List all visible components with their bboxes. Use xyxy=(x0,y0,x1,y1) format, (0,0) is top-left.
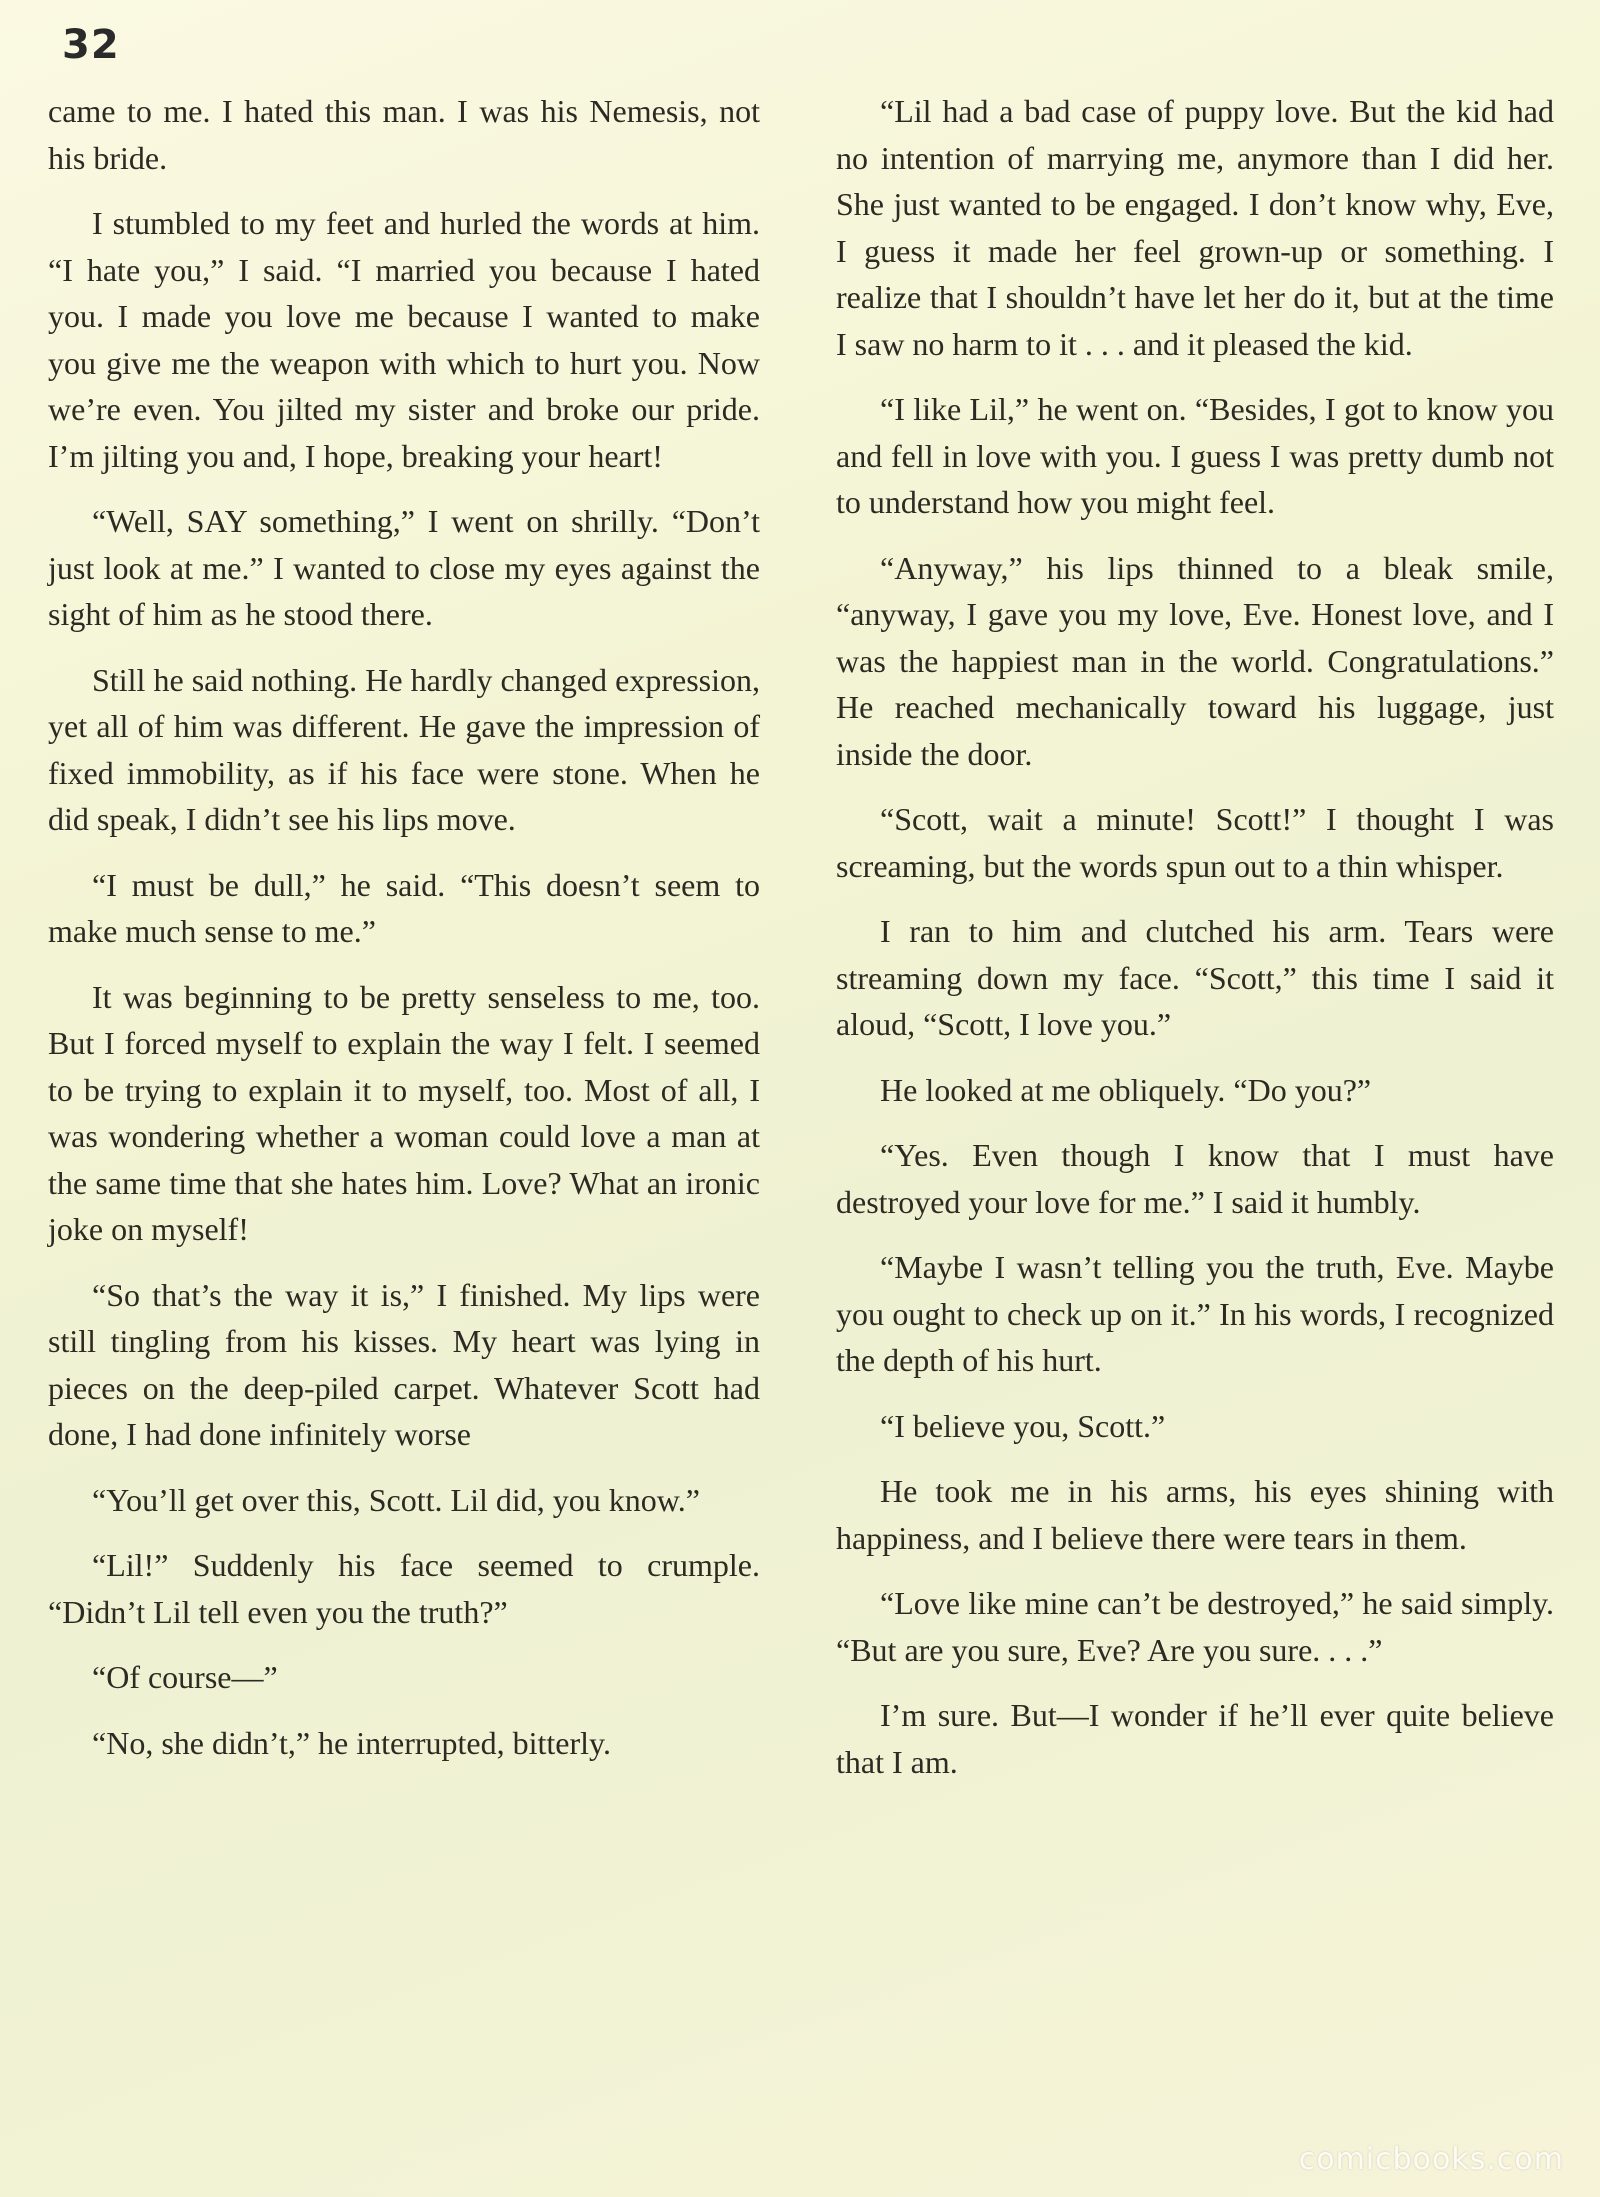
paragraph: It was beginning to be pretty senseless to me, too. But I forced myself to explain the way I felt. I seemed to be trying to explain it to myself, too. Most of all, I was wondering whether a woman could love a man at the same time that she hates him. Love? What an ironic joke on myself! xyxy=(48,978,760,1247)
paragraph: I’m sure. But—I wonder if he’ll ever quite believe that I am. xyxy=(836,1697,1554,1780)
paragraph: “So that’s the way it is,” I finished. My lips were still tingling from his kisses. My heart was lying in pieces on the deep-piled carpet. Whatever Scott had done, I had done infinitely worse xyxy=(48,1276,760,1452)
paragraph: Still he said nothing. He hardly changed expression, yet all of him was different. He gave the impression of fixed immobility, as if his face were stone. When he did speak, I didn’t see his lips move. xyxy=(48,661,760,837)
paragraph: came to me. I hated this man. I was his Nemesis, not his bride. xyxy=(48,93,760,176)
paragraph: “Love like mine can’t be destroyed,” he said simply. “But are you sure, Eve? Are you sure. . . .” xyxy=(836,1585,1554,1668)
paragraph: “Lil had a bad case of puppy love. But the kid had no intention of marrying me, anymore than I did her. She just wanted to be engaged. I don’t know why, Eve, I guess it made her feel grown-up or something. I realize that I shouldn’t have let her do it, but at the time I saw no harm to it . . . and it pleased the kid. xyxy=(836,93,1554,362)
watermark: comicbooks.com xyxy=(1298,2142,1564,2177)
paragraph: I ran to him and clutched his arm. Tears were streaming down my face. “Scott,” this time I said it aloud, “Scott, I love you.” xyxy=(836,913,1554,1042)
paragraph: “I believe you, Scott.” xyxy=(880,1407,1166,1444)
paragraph: I stumbled to my feet and hurled the words at him. “I hate you,” I said. “I married you because I hated you. I made you love me because I wanted to make you give me the weapon with which to hurt you. Now we’re even. You jilted my sister and broke our pride. I’m jilting you and, I hope, breaking your heart! xyxy=(48,205,760,474)
paragraph: He took me in his arms, his eyes shining with happiness, and I believe there were tears in them. xyxy=(836,1473,1554,1556)
paragraph: He looked at me obliquely. “Do you?” xyxy=(880,1071,1372,1108)
paragraph: “I must be dull,” he said. “This doesn’t seem to make much sense to me.” xyxy=(48,866,760,949)
paragraph: “Of course—” xyxy=(92,1659,278,1695)
paragraph: “You’ll get over this, Scott. Lil did, you know.” xyxy=(92,1481,700,1518)
paragraph: “Scott, wait a minute! Scott!” I thought I was screaming, but the words spun out to a thin whisper. xyxy=(836,801,1554,884)
paragraph: “Well, SAY something,” I went on shrilly. “Don’t just look at me.” I wanted to close my eyes against the sight of him as he stood there. xyxy=(48,503,760,632)
paragraph: “I like Lil,” he went on. “Besides, I got to know you and fell in love with you. I guess I was pretty dumb not to understand how you might feel. xyxy=(836,391,1554,520)
page-number: 32 xyxy=(62,22,120,68)
paragraph: “Maybe I wasn’t telling you the truth, Eve. Maybe you ought to check up on it.” In his words, I recognized the depth of his hurt. xyxy=(836,1249,1554,1378)
paragraph: “Anyway,” his lips thinned to a bleak smile, “anyway, I gave you my love, Eve. Honest love, and I was the happiest man in the world. Congratulations.” He reached mechanically toward his luggage, just inside the door. xyxy=(836,549,1554,772)
left-column xyxy=(48,88,760,1785)
paragraph: “Lil!” Suddenly his face seemed to crumple. “Didn’t Lil tell even you the truth?” xyxy=(48,1547,760,1630)
paragraph: “Yes. Even though I know that I must have destroyed your love for me.” I said it humbly. xyxy=(836,1137,1554,1220)
paragraph: “No, she didn’t,” he interrupted, bitterly. xyxy=(92,1724,611,1761)
right-column xyxy=(836,88,1554,1804)
